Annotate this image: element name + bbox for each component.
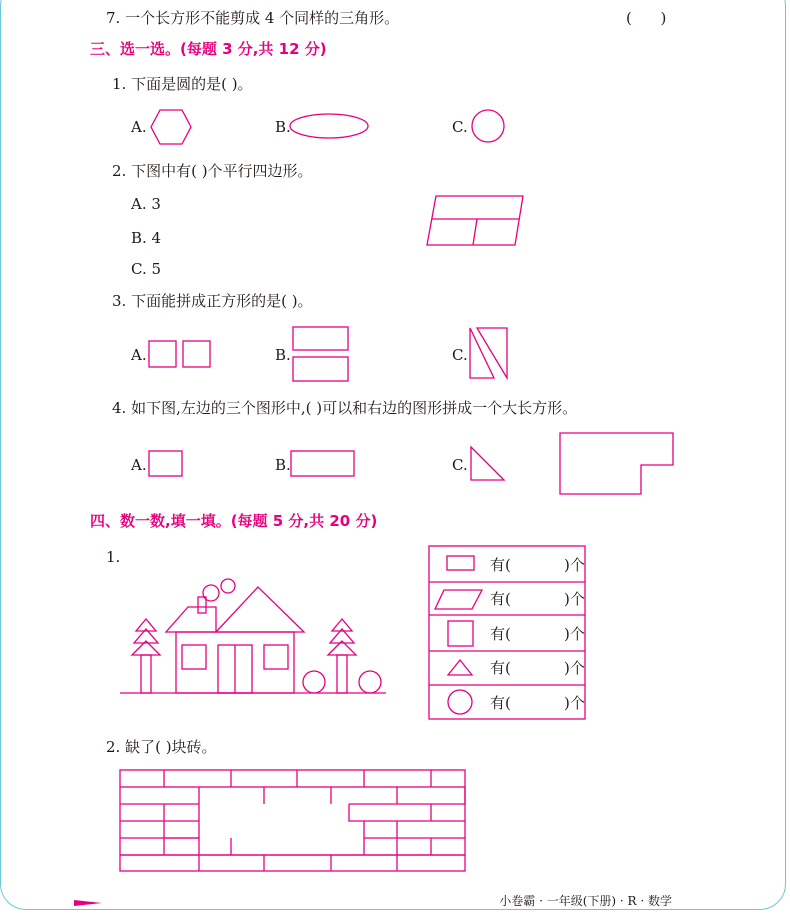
parallelogram-figure: [426, 195, 526, 247]
q7-text: 7. 一个长方形不能剪成 4 个同样的三角形。: [106, 9, 400, 27]
s3-q1-option-b[interactable]: B.: [275, 118, 291, 136]
row4-label: 有(: [490, 659, 511, 677]
s3-q2-stem: 2. 下图中有( )个平行四边形。: [112, 162, 313, 180]
row1-unit: )个: [564, 556, 585, 574]
s3-q3-option-b[interactable]: B.: [275, 346, 291, 364]
circle-shape: [470, 108, 506, 144]
s3-q2-option-c[interactable]: C. 5: [131, 260, 162, 278]
s3-q3-stem: 3. 下面能拼成正方形的是( )。: [112, 292, 313, 310]
brick-wall-figure: [119, 769, 467, 873]
row3-unit: )个: [564, 625, 585, 643]
section4-title: 四、数一数,填一填。(每题 5 分,共 20 分): [90, 512, 378, 530]
row3-label: 有(: [490, 625, 511, 643]
row1-label: 有(: [490, 556, 511, 574]
s3-q4-option-c[interactable]: C.: [452, 456, 468, 474]
s3-q1-option-c[interactable]: C.: [452, 118, 468, 136]
s4-q1-number: 1.: [106, 548, 121, 566]
s3-q1-option-a[interactable]: A.: [131, 118, 147, 136]
row2-label: 有(: [490, 590, 511, 608]
square-icon: [447, 620, 475, 648]
section3-title: 三、选一选。(每题 3 分,共 12 分): [90, 40, 327, 58]
two-triangles-shape: [469, 327, 509, 379]
two-rectangles-shape: [292, 326, 350, 382]
s3-q4-option-b[interactable]: B.: [275, 456, 291, 474]
s3-q4-stem: 4. 如下图,左边的三个图形中,( )可以和右边的图形拼成一个大长方形。: [112, 399, 578, 417]
s3-q1-stem: 1. 下面是圆的是( )。: [112, 75, 253, 93]
rectangle-icon: [446, 555, 476, 571]
row2-unit: )个: [564, 590, 585, 608]
hexagon-shape: [150, 109, 192, 145]
s3-q4-option-a[interactable]: A.: [131, 456, 147, 474]
page-footer: 小卷霸 · 一年级(下册) · R · 数学: [499, 894, 672, 908]
s4-q2-stem: 2. 缺了( )块砖。: [106, 738, 217, 756]
rectangle-shape: [290, 450, 356, 478]
ellipse-shape: [290, 112, 370, 140]
small-square-shape: [148, 450, 184, 478]
l-shape-figure: [559, 432, 675, 496]
circle-icon: [447, 689, 475, 717]
triangle-icon: [447, 659, 475, 677]
q7-answer-paren[interactable]: ( ): [626, 9, 667, 27]
two-squares-shape: [148, 340, 212, 368]
arrow-decoration-icon: [74, 898, 104, 908]
s3-q3-option-c[interactable]: C.: [452, 346, 468, 364]
right-triangle-shape: [470, 446, 506, 482]
house-picture: [118, 575, 388, 705]
row4-unit: )个: [564, 659, 585, 677]
s3-q2-option-a[interactable]: A. 3: [131, 195, 161, 213]
parallelogram-icon: [434, 589, 484, 611]
s3-q3-option-a[interactable]: A.: [131, 346, 147, 364]
row5-label: 有(: [490, 694, 511, 712]
s3-q2-option-b[interactable]: B. 4: [131, 229, 162, 247]
row5-unit: )个: [564, 694, 585, 712]
